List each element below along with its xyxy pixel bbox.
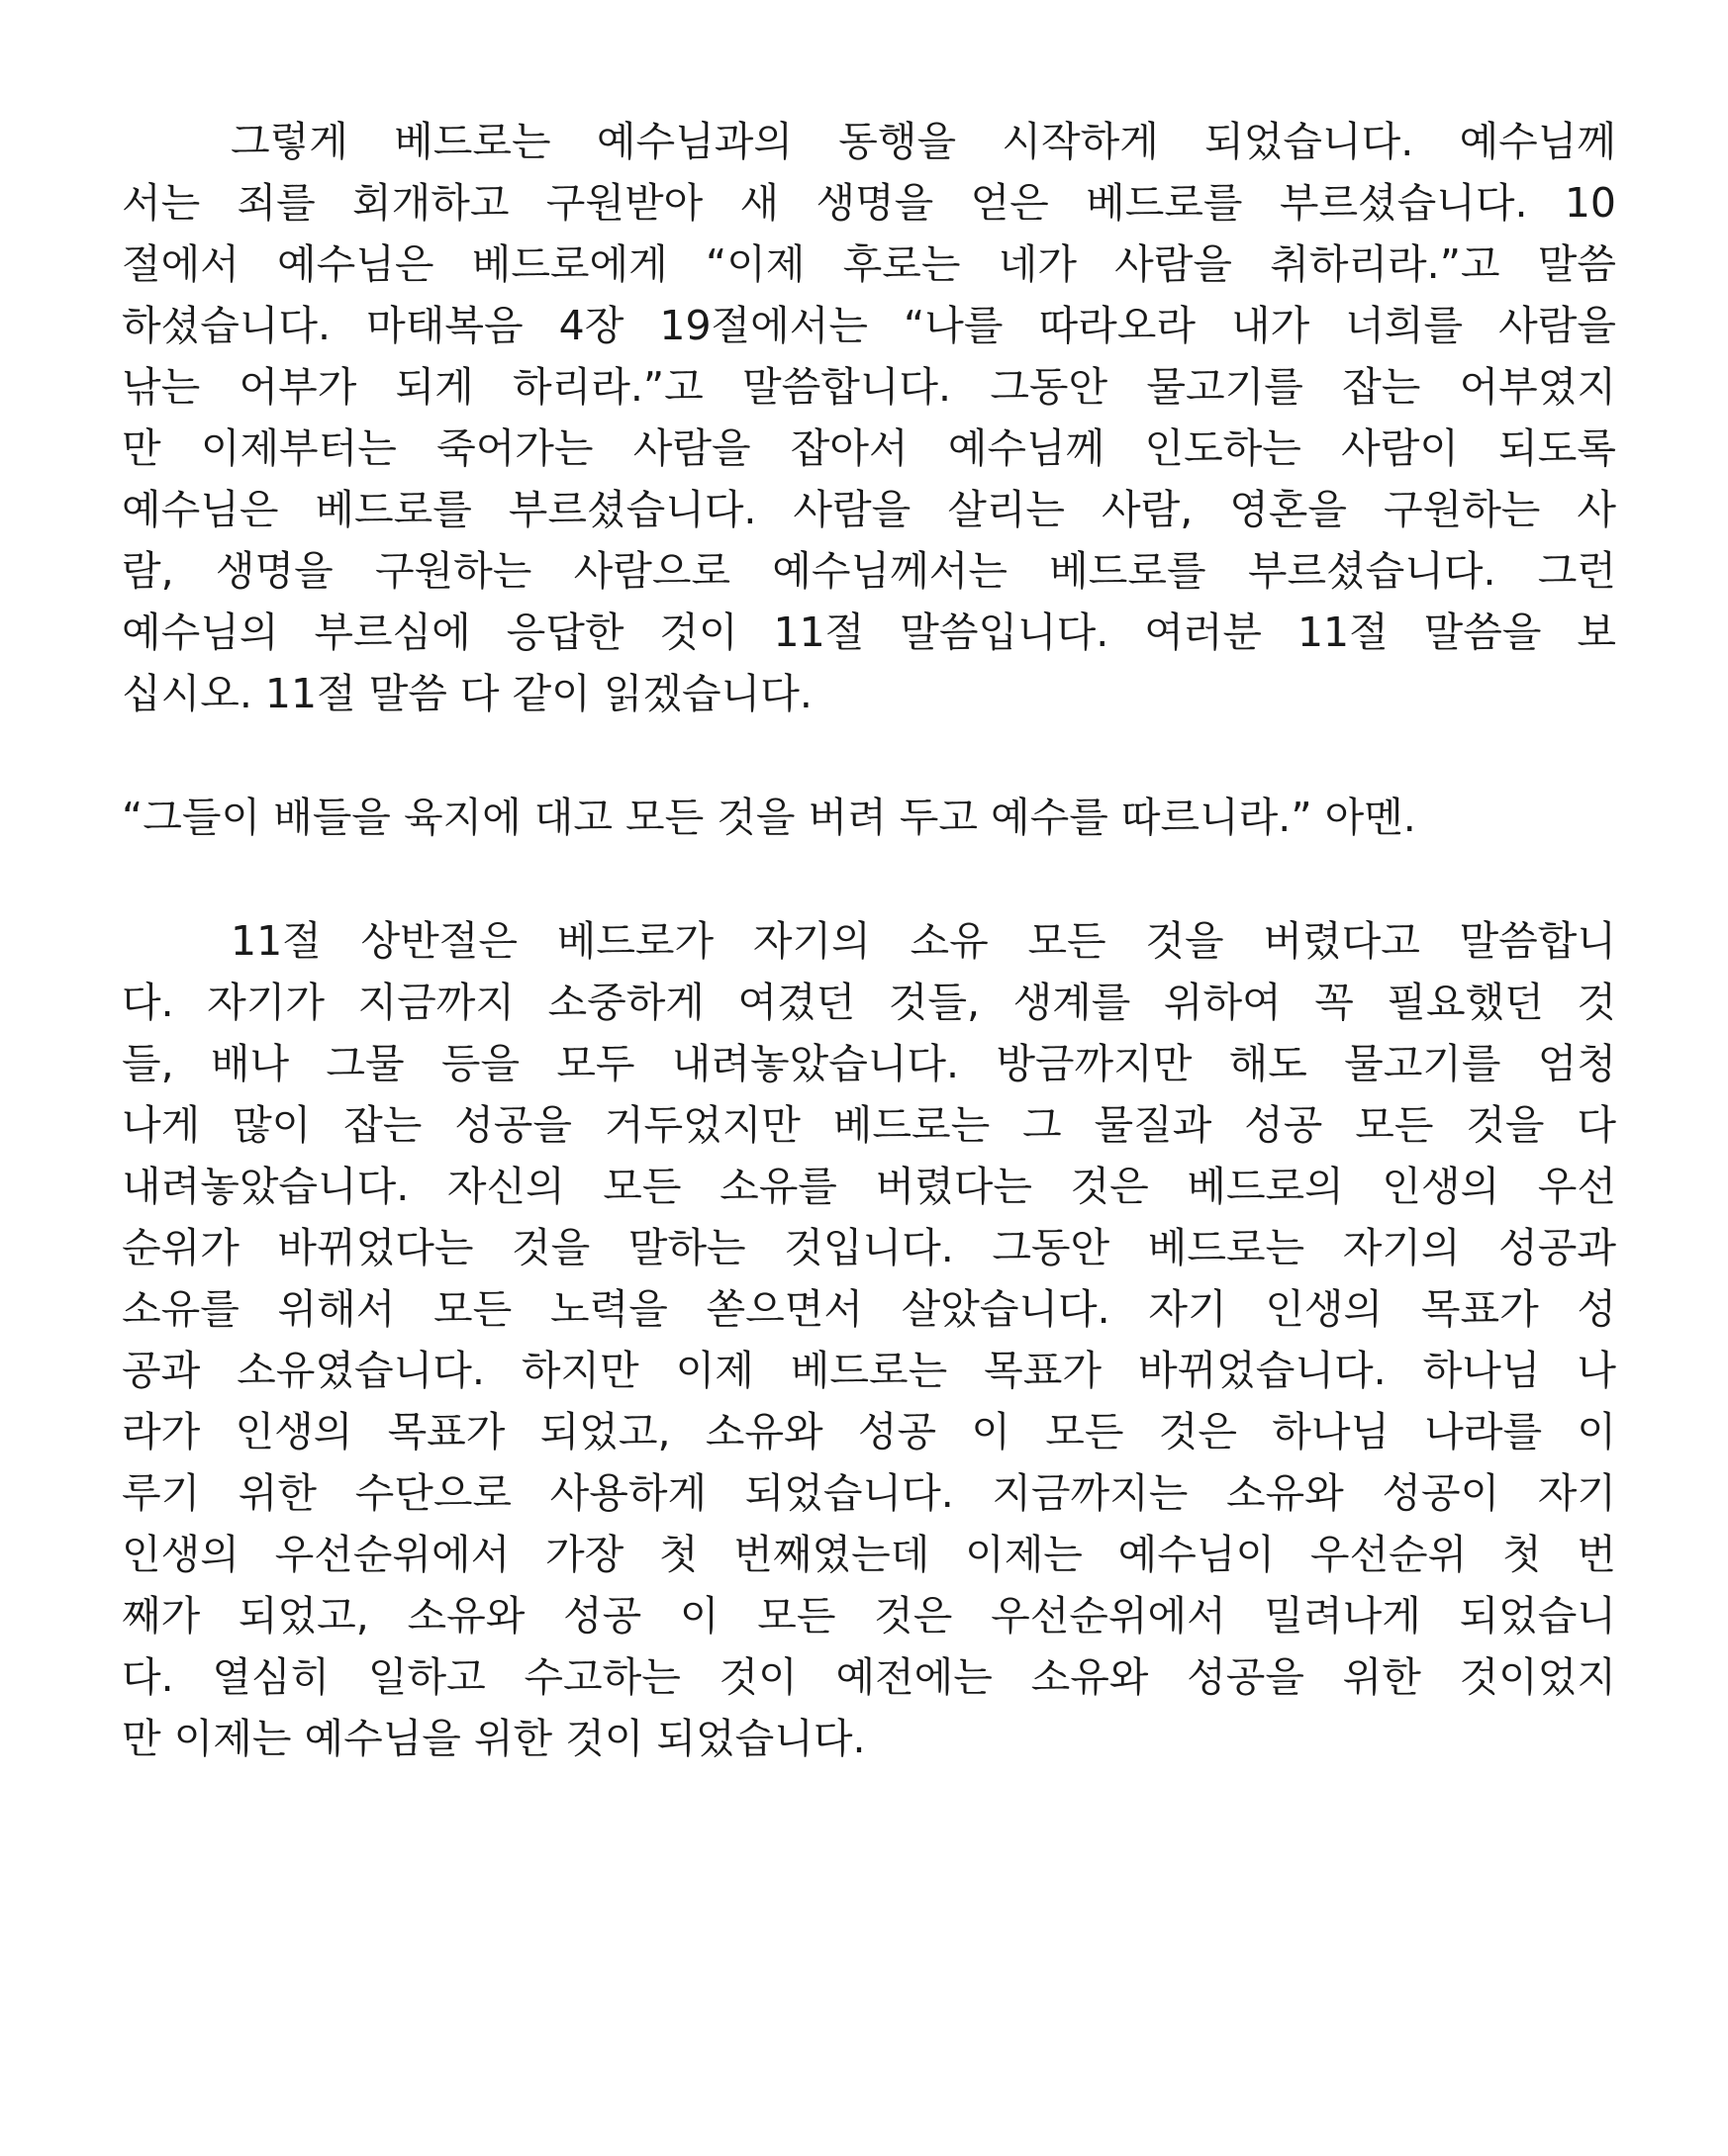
paragraph-1-line: 만 이제부터는 죽어가는 사람을 잡아서 예수님께 인도하는 사람이 되도록	[122, 424, 1616, 472]
paragraph-2-line: 11절 상반절은 베드로가 자기의 소유 모든 것을 버렸다고 말씀합니	[231, 917, 1616, 965]
paragraph-1-line: 그렇게 베드로는 예수님과의 동행을 시작하게 되었습니다. 예수님께	[231, 118, 1616, 165]
paragraph-1-line: 낚는 어부가 되게 하리라.”고 말씀합니다. 그동안 물고기를 잡는 어부였지	[122, 363, 1616, 411]
paragraph-2-line: 다. 자기가 지금까지 소중하게 여겼던 것들, 생계를 위하여 꼭 필요했던 것	[122, 979, 1616, 1026]
paragraph-2-line: 다. 열심히 일하고 수고하는 것이 예전에는 소유와 성공을 위한 것이었지	[122, 1653, 1616, 1701]
paragraph-2-line: 공과 소유였습니다. 하지만 이제 베드로는 목표가 바뀌었습니다. 하나님 나	[122, 1347, 1616, 1394]
paragraph-2-line: 소유를 위해서 모든 노력을 쏟으면서 살았습니다. 자기 인생의 목표가 성	[122, 1285, 1616, 1333]
paragraph-1-line: 절에서 예수님은 베드로에게 “이제 후로는 네가 사람을 취하리라.”고 말씀	[122, 240, 1616, 288]
paragraph-1-line: 하셨습니다. 마태복음 4장 19절에서는 “나를 따라오라 내가 너희를 사람을	[122, 302, 1616, 349]
paragraph-2-line: 루기 위한 수단으로 사용하게 되었습니다. 지금까지는 소유와 성공이 자기	[122, 1469, 1616, 1517]
paragraph-2-line: 나게 많이 잡는 성공을 거두었지만 베드로는 그 물질과 성공 모든 것을 다	[122, 1101, 1616, 1149]
paragraph-2-line: 내려놓았습니다. 자신의 모든 소유를 버렸다는 것은 베드로의 인생의 우선	[122, 1163, 1616, 1210]
paragraph-2-line: 들, 배나 그물 등을 모두 내려놓았습니다. 방금까지만 해도 물고기를 엄청	[122, 1040, 1616, 1087]
paragraph-1-line: 서는 죄를 회개하고 구원받아 새 생명을 얻은 베드로를 부르셨습니다. 10	[122, 179, 1616, 227]
paragraph-2-line: 째가 되었고, 소유와 성공 이 모든 것은 우선순위에서 밀려나게 되었습니	[122, 1592, 1616, 1640]
paragraph-2-line: 순위가 바뀌었다는 것을 말하는 것입니다. 그동안 베드로는 자기의 성공과	[122, 1224, 1616, 1271]
scripture-quote: “그들이 배들을 육지에 대고 모든 것을 버려 두고 예수를 따르니라.” 아멘.	[122, 794, 1416, 841]
paragraph-1-line: 십시오. 11절 말씀 다 같이 읽겠습니다.	[122, 670, 813, 717]
paragraph-1-line: 람, 생명을 구원하는 사람으로 예수님께서는 베드로를 부르셨습니다. 그런	[122, 547, 1616, 595]
paragraph-1-line: 예수님은 베드로를 부르셨습니다. 사람을 살리는 사람, 영혼을 구원하는 사	[122, 486, 1616, 533]
paragraph-1-line: 예수님의 부르심에 응답한 것이 11절 말씀입니다. 여러분 11절 말씀을 보	[122, 609, 1616, 656]
paragraph-2-line: 라가 인생의 목표가 되었고, 소유와 성공 이 모든 것은 하나님 나라를 이	[122, 1408, 1616, 1455]
paragraph-2-line: 만 이제는 예수님을 위한 것이 되었습니다.	[122, 1715, 866, 1762]
paragraph-2-line: 인생의 우선순위에서 가장 첫 번째였는데 이제는 예수님이 우선순위 첫 번	[122, 1531, 1616, 1578]
